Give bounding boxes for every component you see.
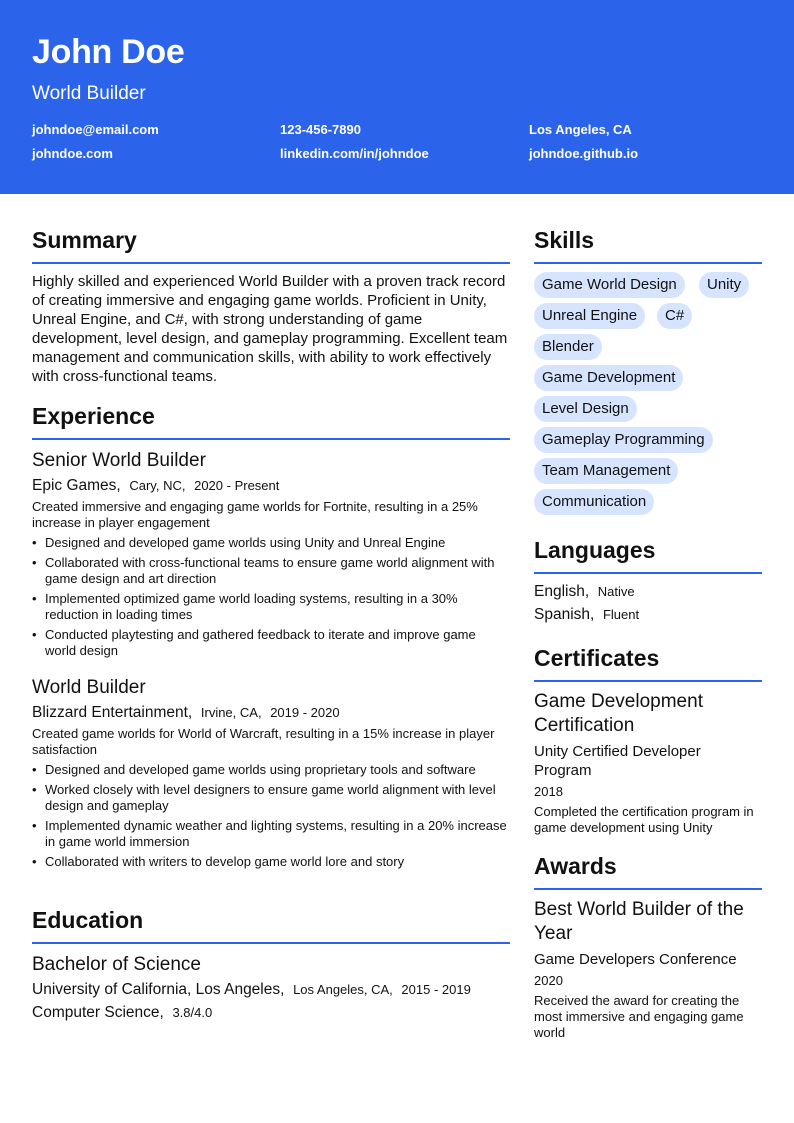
skill-pill: Unity — [699, 272, 749, 298]
awards-divider — [534, 888, 762, 890]
job-bullets — [32, 535, 510, 663]
award-name: Best World Builder of the Year — [534, 899, 744, 944]
languages-heading: Languages — [534, 537, 656, 563]
award-issuer: Game Developers Conference — [534, 951, 737, 968]
language-row — [534, 583, 635, 601]
summary-text: Highly skilled and experienced World Builder with a proven track record of creating immersive and engaging game worlds. Proficient in Unity, Unreal Engine, and C#, with strong understanding of game development, level design, and gameplay programming. Excellent team management and communication skills, with ability to work effectively with cross-functional teams. — [32, 273, 508, 385]
certificate-description: Completed the certification program in game development using Unity — [534, 804, 754, 835]
education-meta — [32, 981, 471, 999]
summary-heading: Summary — [32, 227, 137, 253]
skill-pill: Level Design — [534, 396, 637, 422]
job-meta — [32, 704, 340, 722]
language-level: Native — [597, 584, 635, 599]
skills-heading: Skills — [534, 227, 595, 253]
website-link[interactable]: johndoe.com — [32, 146, 113, 161]
skill-pill: Blender — [534, 334, 602, 360]
certificate-year: 2018 — [534, 784, 563, 799]
candidate-title: World Builder — [32, 83, 146, 104]
email-link[interactable]: johndoe@email.com — [32, 122, 159, 137]
language-name: Spanish, — [534, 606, 595, 623]
skills-divider — [534, 262, 762, 264]
list-item: • Implemented dynamic weather and lighting systems, resulting in a 20% increase in game world immersion — [32, 818, 510, 850]
list-item: • Collaborated with writers to develop game world lore and story — [32, 854, 510, 870]
award-year: 2020 — [534, 973, 563, 988]
summary-divider — [32, 262, 510, 264]
languages-divider — [534, 572, 762, 574]
experience-divider — [32, 438, 510, 440]
phone-number[interactable]: 123-456-7890 — [280, 122, 361, 137]
skill-pill: C# — [657, 303, 692, 329]
job-description: Created game worlds for World of Warcraft, resulting in a 15% increase in player satisfaction — [32, 726, 495, 757]
job-bullets — [32, 762, 510, 874]
education-dates: 2015 - 2019 — [401, 982, 471, 997]
skill-pill: Gameplay Programming — [534, 427, 713, 453]
job-title: Senior World Builder — [32, 450, 206, 471]
skill-pill: Game World Design — [534, 272, 685, 298]
job-title: World Builder — [32, 677, 146, 698]
list-item: • Implemented optimized game world loading systems, resulting in a 30% reduction in loading times — [32, 591, 510, 623]
job-company: Epic Games, — [32, 477, 121, 494]
job-location: Cary, NC, — [129, 478, 186, 493]
list-item: • Conducted playtesting and gathered feedback to iterate and improve game world design — [32, 627, 510, 659]
list-item: • Designed and developed game worlds using proprietary tools and software — [32, 762, 510, 778]
education-location: Los Angeles, CA, — [293, 982, 393, 997]
language-row — [534, 606, 639, 624]
skill-pill: Unreal Engine — [534, 303, 645, 329]
job-dates: 2020 - Present — [194, 478, 280, 493]
skill-pill: Team Management — [534, 458, 678, 484]
list-item: • Collaborated with cross-functional teams to ensure game world alignment with game design and art direction — [32, 555, 510, 587]
skill-pill: Game Development — [534, 365, 683, 391]
award-description: Received the award for creating the most immersive and engaging game world — [534, 993, 744, 1040]
list-item: • Designed and developed game worlds using Unity and Unreal Engine — [32, 535, 510, 551]
job-location: Irvine, CA, — [200, 705, 262, 720]
job-company: Blizzard Entertainment, — [32, 704, 193, 721]
education-field-row — [32, 1004, 212, 1022]
candidate-name: John Doe — [32, 33, 185, 71]
language-level: Fluent — [602, 607, 640, 622]
github-link[interactable]: johndoe.github.io — [529, 146, 639, 161]
job-meta — [32, 477, 279, 495]
job-dates: 2019 - 2020 — [270, 705, 340, 720]
language-name: English, — [534, 583, 590, 600]
job-description: Created immersive and engaging game worlds for Fortnite, resulting in a 25% increase in player engagement — [32, 499, 478, 530]
education-field: Computer Science, — [32, 1004, 164, 1021]
education-divider — [32, 942, 510, 944]
education-degree: Bachelor of Science — [32, 954, 201, 975]
certificates-heading: Certificates — [534, 645, 660, 671]
education-school: University of California, Los Angeles, — [32, 981, 285, 998]
location: Los Angeles, CA — [529, 122, 632, 137]
education-heading: Education — [32, 907, 144, 933]
skill-pill: Communication — [534, 489, 654, 515]
list-item: • Worked closely with level designers to ensure game world alignment with level design and gameplay — [32, 782, 510, 814]
resume-header — [0, 0, 794, 194]
education-gpa: 3.8/4.0 — [172, 1005, 213, 1020]
experience-heading: Experience — [32, 403, 155, 429]
certificates-divider — [534, 680, 762, 682]
awards-heading: Awards — [534, 853, 617, 879]
certificate-name: Game Development Certification — [534, 691, 703, 736]
certificate-issuer: Unity Certified Developer Program — [534, 743, 701, 779]
linkedin-link[interactable]: linkedin.com/in/johndoe — [280, 146, 429, 161]
